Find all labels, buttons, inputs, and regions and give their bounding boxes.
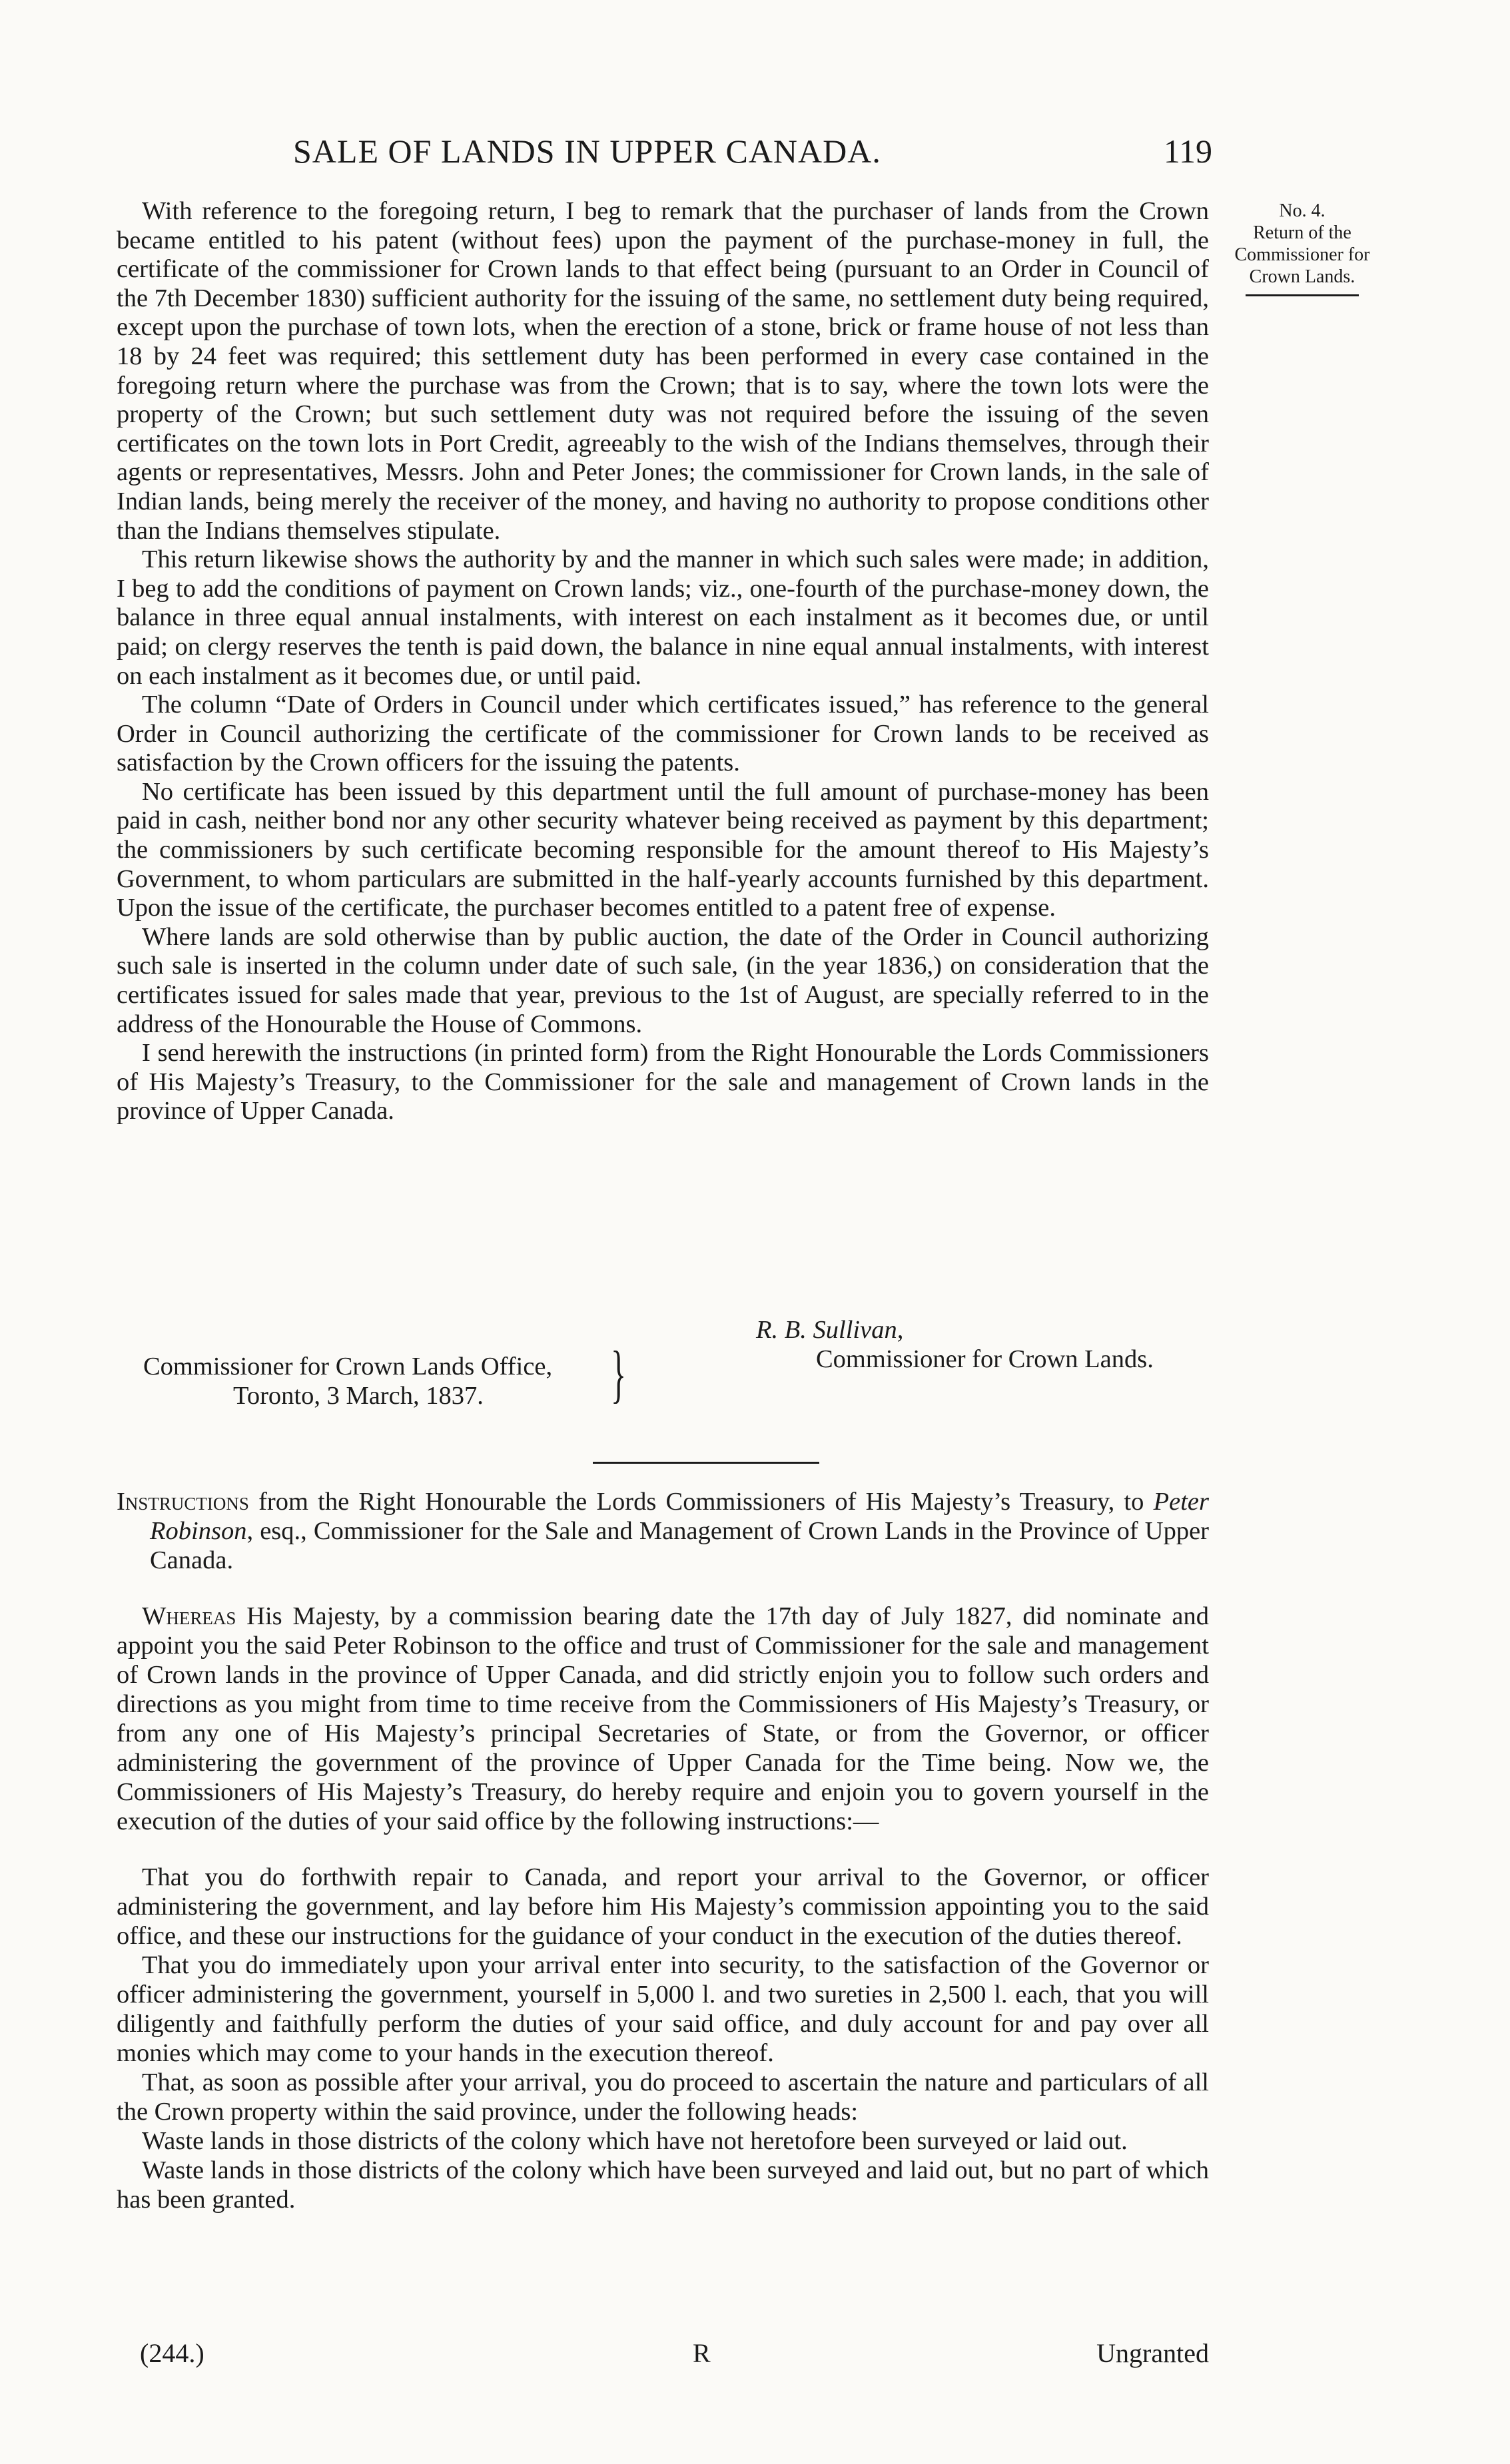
signature-block	[117, 1315, 1209, 1415]
margin-note-text: Return of the Commissioner for Crown Lands.	[1234, 222, 1370, 287]
place-and-date: Toronto, 3 March, 1837.	[233, 1382, 484, 1410]
preamble-text: His Majesty, by a commission bearing date the 17th day of July 1827, did nominate and appoint you the said Peter Robinson to the office and trust of Commissioner for the sale and management of Crown lands in the province of Upper Canada, and did strictly enjoin you to follow such orders and directions as you might from time to time receive from the Commissioners of His Majesty’s Treasury, or from any one of His Majesty’s principal Secretaries of State, or from the Governor, or officer administering the government of the province of Upper Canada for the Time being. Now we, the Commissioners of His Majesty’s Treasury, do hereby require and enjoin you to govern yourself in the execution of the duties of your said office by the following instructions:—	[117, 1602, 1209, 1835]
instruction-paragraph: Waste lands in those districts of the colony which have been surveyed and laid out, but no part of which has been granted.	[117, 2156, 1209, 2214]
margin-note-number: No. 4.	[1279, 200, 1325, 221]
heading-lead: Instructions	[117, 1488, 249, 1516]
body-paragraph: I send herewith the instructions (in printed form) from the Right Honourable the Lords Commissioners of His Majesty’s Treasury, to the Commissioner for the sale and management of Crown lands in the province of Upper Canada.	[117, 1039, 1209, 1125]
heading-name: Peter Robinson	[150, 1488, 1209, 1545]
margin-note	[1222, 200, 1382, 296]
instruction-paragraph: That you do forthwith repair to Canada, and report your arrival to the Governor, or officer administering the government, and lay before him His Majesty’s commission appointing you to the said office, and these our instructions for the guidance of your conduct in the execution of the duties thereof.	[117, 1863, 1209, 1950]
office-address: Commissioner for Crown Lands Office,	[143, 1353, 553, 1381]
preamble-lead: Whereas	[142, 1602, 236, 1630]
instruction-paragraph: Waste lands in those districts of the colony which have not heretofore been surveyed or laid out.	[142, 2127, 1128, 2155]
heading-text-end: , esq., Commissioner for the Sale and Management of Crown Lands in the Province of Upper Canada.	[150, 1517, 1209, 1574]
body-paragraph: This return likewise shows the authority by and the manner in which such sales were made; in addition, I beg to add the conditions of payment on Crown lands; viz., one-fourth of the purchase-money down, the balance in three equal annual instalments, with interest on each instalment as it becomes due, or until paid; on clergy reserves the tenth is paid down, the balance in nine equal annual instalments, with interest on each instalment as it becomes due, or until paid.	[117, 545, 1209, 690]
running-title: SALE OF LANDS IN UPPER CANADA.	[293, 133, 881, 170]
instructions-heading	[117, 1487, 1209, 1575]
catchword: Ungranted	[1096, 2338, 1209, 2368]
instructions-section	[117, 1487, 1209, 2214]
instruction-paragraph: That, as soon as possible after your arrival, you do proceed to ascertain the nature and particulars of all the Crown property within the said province, under the following heads:	[117, 2068, 1209, 2126]
body-paragraph: With reference to the foregoing return, I beg to remark that the purchaser of lands from the Crown became entitled to his patent (without fees) upon the payment of the purchase-money in full, the certificate of the commissioner for Crown lands to that effect being (pursuant to an Order in Council of the 7th December 1830) sufficient authority for the issuing of the same, no settlement duty being required, except upon the purchase of town lots, when the erection of a stone, brick or frame house of not less than 18 by 24 feet was required; this settlement duty has been performed in every case contained in the foregoing return where the purchase was from the Crown; that is to say, where the town lots were the property of the Crown; but such settlement duty was not required before the issuing of the seven certificates on the town lots in Port Credit, agreeably to the wish of the Indians themselves, through their agents or representatives, Messrs. John and Peter Jones; the commissioner for Crown lands, in the sale of Indian lands, being merely the receiver of the money, and having no authority to propose conditions other than the Indians themselves stipulate.	[117, 197, 1209, 545]
instruction-paragraph: That you do immediately upon your arrival enter into security, to the satisfaction of the Governor or officer administering the government, yourself in 5,000 l. and two sureties in 2,500 l. each, that you will diligently and faithfully perform the duties of your said office, and duly account for and pay over all monies which may come to your hands in the execution thereof.	[117, 1951, 1209, 2067]
page-footer	[117, 2337, 1209, 2371]
page-header	[133, 132, 1212, 172]
signatory-title: Commissioner for Crown Lands.	[816, 1345, 1154, 1373]
body-paragraph: The column “Date of Orders in Council under which certificates issued,” has reference to the general Order in Council authorizing the certificate of the commissioner for Crown lands to be received as satisfaction by the Crown officers for the issuing the patents.	[117, 691, 1209, 777]
signature-mark: R	[693, 2338, 711, 2368]
heading-text: from the Right Honourable the Lords Commissioners of His Majesty’s Treasury, to	[248, 1488, 1154, 1516]
instructions-preamble	[117, 1602, 1209, 1836]
page-number: 119	[1163, 133, 1212, 170]
body-paragraph: No certificate has been issued by this department until the full amount of purchase-money has been paid in cash, neither bond nor any other security whatever being received as payment by this department; the commissioners by such certificate becoming responsible for the amount thereof to His Majesty’s Government, to whom particulars are submitted in the half-yearly accounts furnished by this department. Upon the issue of the certificate, the purchaser becomes entitled to a patent free of expense.	[117, 777, 1209, 922]
letter-body	[117, 197, 1209, 1126]
section-divider	[593, 1462, 819, 1464]
brace-mark: }	[611, 1338, 627, 1409]
body-paragraph: Where lands are sold otherwise than by public auction, the date of the Order in Council authorizing such sale is inserted in the column under date of such sale, (in the year 1836,) on consideration that the certificates issued for sales made that year, previous to the 1st of August, are specially referred to in the address of the Honourable the House of Commons.	[117, 922, 1209, 1038]
margin-note-rule	[1246, 294, 1359, 296]
signatory-name: R. B. Sullivan,	[756, 1316, 904, 1344]
document-number: (244.)	[140, 2338, 204, 2368]
